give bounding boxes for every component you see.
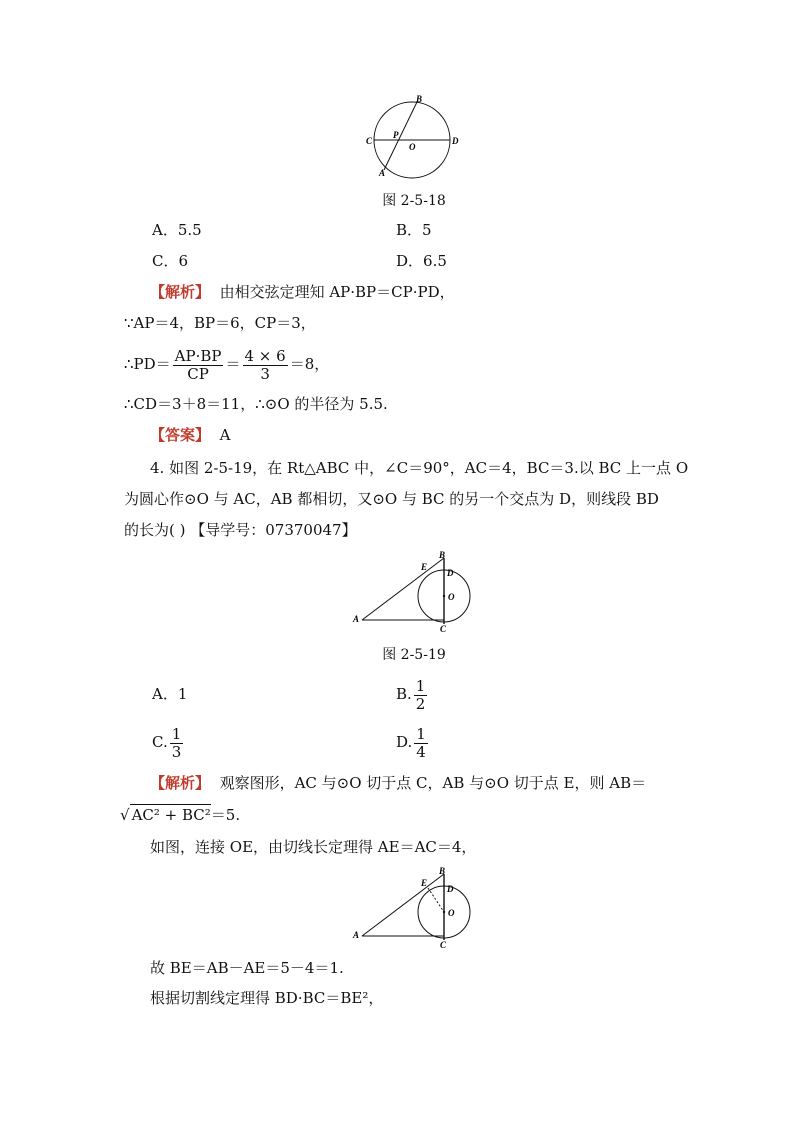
figure-solution xyxy=(350,864,480,950)
label-b: B xyxy=(416,94,423,104)
analysis-text: 由相交弦定理知 AP·BP＝CP·PD， xyxy=(219,283,455,301)
segment-oe-dashed xyxy=(428,888,444,912)
q4-stem-line2: 为圆心作⊙O 与 AC，AB 都相切，又⊙O 与 BC 的另一个交点为 D，则线段 BD xyxy=(124,490,659,508)
fraction-denominator: 3 xyxy=(171,742,182,761)
label-c: C xyxy=(440,940,447,950)
fraction-denominator: 3 xyxy=(260,364,270,383)
label-o: O xyxy=(448,908,455,918)
q4-option-a: A．1 xyxy=(152,685,188,703)
q4-analysis-line5: 根据切割线定理得 BD·BC＝BE²， xyxy=(150,989,384,1007)
q4-analysis-line1 xyxy=(150,773,646,793)
fraction-numerator: 1 xyxy=(416,724,426,743)
fraction-one-third xyxy=(170,726,184,761)
label-d: D xyxy=(447,568,454,578)
label-d: D xyxy=(452,136,459,146)
q4-option-c xyxy=(152,722,185,762)
fraction-ap-bp-over-cp xyxy=(173,348,224,383)
segment-ab xyxy=(362,558,444,620)
figure-2-5-19-caption: 图 2-5-19 xyxy=(382,647,446,663)
sqrt-radicand: AC² + BC² xyxy=(131,806,211,824)
pd-prefix: ∴PD＝ xyxy=(124,355,171,373)
figure-2-5-18 xyxy=(360,92,470,184)
figure-2-5-19 xyxy=(350,548,480,634)
label-e: E xyxy=(421,878,428,888)
fraction-numerator: 1 xyxy=(171,724,182,743)
q3-option-b: B．5 xyxy=(396,221,432,239)
analysis-text: 观察图形，AC 与⊙O 切于点 C，AB 与⊙O 切于点 E，则 AB＝ xyxy=(219,774,647,792)
q4-stem-line1: 4. 如图 2-5-19，在 Rt△ABC 中，∠C＝90°，AC＝4，BC＝3.以 BC 上一点 O xyxy=(150,459,689,477)
label-o: O xyxy=(448,592,455,602)
label-b: B xyxy=(439,550,446,560)
option-label: B. xyxy=(396,685,412,703)
label-d: D xyxy=(447,884,454,894)
label-p: P xyxy=(393,130,399,140)
q3-analysis-line2: ∵AP＝4，BP＝6，CP＝3， xyxy=(124,314,316,332)
fraction-numerator: 4 × 6 xyxy=(244,346,286,365)
fraction-4x6-over-3 xyxy=(243,348,288,383)
q3-option-a: A．5.5 xyxy=(152,221,202,239)
label-c: C xyxy=(366,136,373,146)
q4-analysis-line4: 故 BE＝AB－AE＝5－4＝1. xyxy=(150,959,344,977)
fraction-one-half xyxy=(414,678,428,713)
fraction-denominator: 2 xyxy=(415,694,426,713)
q4-stem-line3: 的长为( ) 【导学号：07370047】 xyxy=(124,521,357,539)
q3-analysis-line1 xyxy=(150,282,455,302)
q3-answer xyxy=(150,425,230,445)
equals-sign: ＝ xyxy=(225,355,241,373)
q4-option-d xyxy=(396,722,430,762)
label-a: A xyxy=(353,614,360,624)
figure-2-5-18-caption: 图 2-5-18 xyxy=(382,193,446,209)
sqrt-result: ＝5. xyxy=(210,806,241,824)
fraction-numerator: 1 xyxy=(415,676,426,695)
q4-analysis-line2 xyxy=(120,804,240,825)
label-c: C xyxy=(440,624,447,634)
answer-tag: 【答案】 xyxy=(150,426,211,444)
option-label: D. xyxy=(396,733,413,751)
center-dot xyxy=(443,595,445,597)
label-a: A xyxy=(353,930,360,940)
q3-option-c: C．6 xyxy=(152,252,189,270)
fraction-one-quarter xyxy=(414,726,428,761)
fraction-denominator: CP xyxy=(187,364,209,383)
q3-option-d: D．6.5 xyxy=(396,252,447,270)
label-e: E xyxy=(421,562,428,572)
option-label: C. xyxy=(152,733,168,751)
q4-analysis-line3: 如图，连接 OE，由切线长定理得 AE＝AC＝4， xyxy=(150,838,477,856)
segment-ab xyxy=(362,874,444,936)
label-a: A xyxy=(379,168,386,178)
chord-ab xyxy=(384,102,417,170)
pd-suffix: ＝8， xyxy=(289,355,330,373)
q3-analysis-line3 xyxy=(124,344,329,384)
q3-analysis-line4: ∴CD＝3＋8＝11，∴⊙O 的半径为 5.5. xyxy=(124,395,388,413)
analysis-tag: 【解析】 xyxy=(150,774,211,792)
label-o: O xyxy=(409,142,416,152)
fraction-numerator: AP·BP xyxy=(174,346,222,365)
center-dot xyxy=(443,911,445,913)
label-b: B xyxy=(439,866,446,876)
analysis-tag: 【解析】 xyxy=(150,283,211,301)
q4-option-b xyxy=(396,674,429,714)
fraction-denominator: 4 xyxy=(416,742,426,761)
answer-value: A xyxy=(219,426,231,444)
sqrt-sign: √ xyxy=(120,806,130,824)
